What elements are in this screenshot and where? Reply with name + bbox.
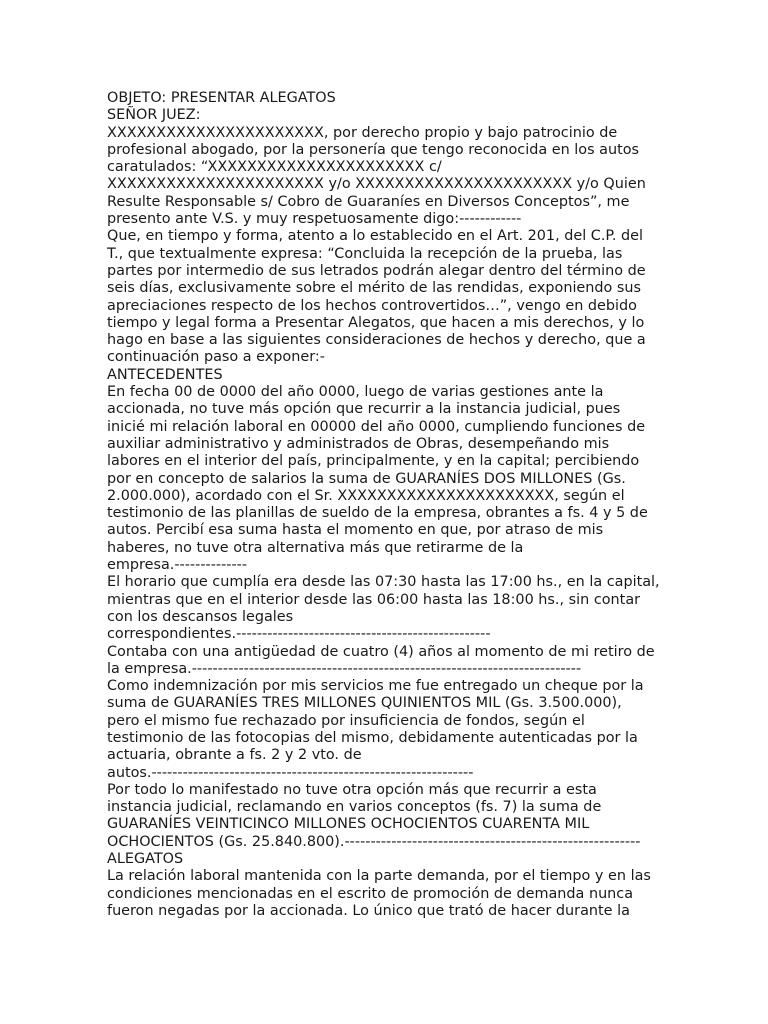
text-line: labores en el interior del país, principalmente, y en la capital; percibiendo <box>107 453 640 470</box>
text-line: Que, en tiempo y forma, atento a lo establecido en el Art. 201, del C.P. del <box>107 228 643 245</box>
text-line: continuación paso a exponer:- <box>107 349 325 366</box>
text-line: accionada, no tuve más opción que recurrir a la instancia judicial, pues <box>107 401 621 418</box>
text-line: mientras que en el interior desde las 06:00 hasta las 18:00 hs., sin contar <box>107 591 641 608</box>
text-line: correspondientes.------------------------------------------------- <box>107 626 491 643</box>
text-line: inicié mi relación laboral en 00000 del año 0000, cumpliendo funciones de <box>107 418 646 435</box>
text-line: El horario que cumplía era desde las 07:30 hasta las 17:00 hs., en la capital, <box>107 574 660 591</box>
text-line: caratulados: “XXXXXXXXXXXXXXXXXXXXXX c/ <box>107 159 442 176</box>
text-line: profesional abogado, por la personería que tengo reconocida en los autos <box>107 141 640 158</box>
text-line: Resulte Responsable s/ Cobro de Guaraníes en Diversos Conceptos”, me <box>107 193 630 210</box>
text-line: testimonio de las fotocopias del mismo, debidamente autenticadas por la <box>107 729 638 746</box>
text-line: suma de GUARANÍES TRES MILLONES QUINIENTOS MIL (Gs. 3.500.000), <box>107 695 622 712</box>
text-line: partes por intermedio de sus letrados podrán alegar dentro del término de <box>107 262 646 279</box>
text-line: tiempo y legal forma a Presentar Alegatos, que hacen a mis derechos, y lo <box>107 314 645 331</box>
text-line: XXXXXXXXXXXXXXXXXXXXXX, por derecho propio y bajo patrocinio de <box>107 124 618 141</box>
text-line: 2.000.000), acordado con el Sr. XXXXXXXXXXXXXXXXXXXXXX, según el <box>107 487 625 504</box>
text-line: hago en base a las siguientes consideraciones de hechos y derecho, que a <box>107 332 646 349</box>
text-line: Contaba con una antigüedad de cuatro (4) años al momento de mi retiro de <box>107 643 655 660</box>
text-line: seis días, exclusivamente sobre el mérito de las rendidas, exponiendo sus <box>107 280 642 297</box>
text-line: con los descansos legales <box>107 608 294 625</box>
text-line: pero el mismo fue rechazado por insuficiencia de fondos, según el <box>107 712 585 729</box>
text-line: OCHOCIENTOS (Gs. 25.840.800).--------------------------------------------------------- <box>107 833 641 850</box>
text-line: condiciones mencionadas en el escrito de promoción de demanda nunca <box>107 885 634 902</box>
text-line: testimonio de las planillas de sueldo de la empresa, obrantes a fs. 4 y 5 de <box>107 505 648 522</box>
section-heading-antecedentes: ANTECEDENTES <box>107 366 223 383</box>
text-line: autos. Percibí esa suma hasta el momento en que, por atraso de mis <box>107 522 604 539</box>
text-line: auxiliar administrativo y administrados de Obras, desempeñando mis <box>107 435 610 452</box>
text-line: Por todo lo manifestado no tuve otra opción más que recurrir a esta <box>107 781 597 798</box>
text-line: autos.-------------------------------------------------------------- <box>107 764 474 781</box>
text-line: instancia judicial, reclamando en varios conceptos (fs. 7) la suma de <box>107 799 602 816</box>
text-line: por en concepto de salarios la suma de GUARANÍES DOS MILLONES (Gs. <box>107 470 626 487</box>
heading-objeto: OBJETO: PRESENTAR ALEGATOS <box>107 90 336 106</box>
text-line: presento ante V.S. y muy respetuosamente digo:------------ <box>107 211 522 228</box>
text-line: actuaria, obrante a fs. 2 y 2 vto. de <box>107 747 362 764</box>
salutation: SEÑOR JUEZ: <box>107 107 201 124</box>
section-heading-alegatos: ALEGATOS <box>107 851 184 868</box>
text-line: En fecha 00 de 0000 del año 0000, luego de varias gestiones ante la <box>107 384 604 401</box>
text-line: empresa.-------------- <box>107 557 248 574</box>
text-line: haberes, no tuve otra alternativa más que retirarme de la <box>107 539 524 556</box>
text-line: T., que textualmente expresa: “Concluida la recepción de la prueba, las <box>107 245 623 262</box>
text-line: apreciaciones respecto de los hechos controvertidos…”, vengo en debido <box>107 297 637 314</box>
text-line: La relación laboral mantenida con la parte demanda, por el tiempo y en las <box>107 868 651 885</box>
text-line: la empresa.--------------------------------------------------------------------------- <box>107 660 582 677</box>
text-line: Como indemnización por mis servicios me fue entregado un cheque por la <box>107 678 644 695</box>
text-line: GUARANÍES VEINTICINCO MILLONES OCHOCIENTOS CUARENTA MIL <box>107 816 590 833</box>
text-line: XXXXXXXXXXXXXXXXXXXXXX y/o XXXXXXXXXXXXXXXXXXXXXX y/o Quien <box>107 176 646 193</box>
document-body <box>107 90 667 920</box>
text-line: fueron negadas por la accionada. Lo único que trató de hacer durante la <box>107 902 630 919</box>
